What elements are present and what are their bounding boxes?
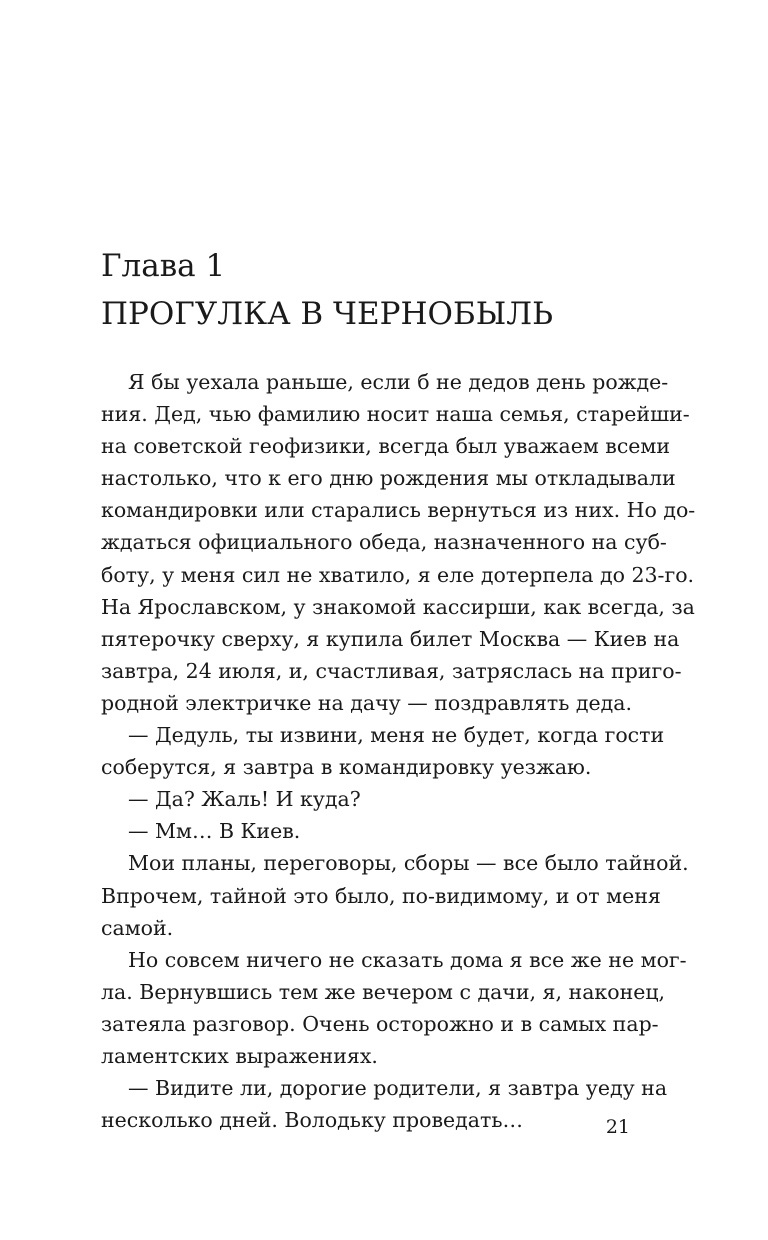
text-line: пятерочку сверху, я купила билет Москва — Киев на (101, 626, 680, 651)
text-line: командировки или старались вернуться из них. Но до- (101, 498, 696, 523)
text-line: боту, у меня сил не хватило, я еле дотерпела до 23-го. (101, 562, 695, 587)
text-line: ла. Вернувшись тем же вечером с дачи, я, наконец, (101, 979, 666, 1004)
text-line: — Дедуль, ты извини, меня не будет, когда гости (128, 723, 665, 748)
text-line: — Мм… В Киев. (128, 819, 301, 844)
chapter-label: Глава 1 (101, 248, 226, 284)
text-line: Но совсем ничего не сказать дома я все же не мог- (128, 947, 687, 972)
page-number: 21 (605, 1116, 630, 1138)
text-line: затеяла разговор. Очень осторожно и в самых пар- (101, 1011, 659, 1036)
text-line: завтра, 24 июля, и, счастливая, затряслась на приго- (101, 658, 682, 683)
text-line: самой. (101, 915, 174, 940)
text-line: на советской геофизики, всегда был уважаем всеми (101, 434, 671, 459)
text-line: — Да? Жаль! И куда? (128, 787, 361, 812)
text-line: Впрочем, тайной это было, по-видимому, и от меня (101, 883, 661, 908)
body-text (101, 366, 696, 1136)
chapter-title: ПРОГУЛКА В ЧЕРНОБЫЛЬ (101, 296, 553, 332)
text-line: родной электричке на дачу — поздравлять деда. (101, 690, 633, 715)
text-line: настолько, что к его дню рождения мы откладывали (101, 466, 676, 491)
text-line: Я бы уехала раньше, если б не дедов день рожде- (128, 370, 669, 394)
text-line: ламентских выражениях. (101, 1043, 378, 1068)
text-line: — Видите ли, дорогие родители, я завтра уеду на (128, 1076, 668, 1101)
text-line: ждаться официального обеда, назначенного на суб- (101, 530, 667, 555)
text-line: соберутся, я завтра в командировку уезжаю. (101, 755, 592, 780)
text-line: ния. Дед, чью фамилию носит наша семья, старейши- (101, 402, 690, 427)
text-line: Мои планы, переговоры, сборы — все было тайной. (128, 851, 689, 876)
text-line: несколько дней. Володьку проведать… (101, 1108, 523, 1133)
text-line: На Ярославском, у знакомой кассирши, как всегда, за (101, 594, 695, 619)
